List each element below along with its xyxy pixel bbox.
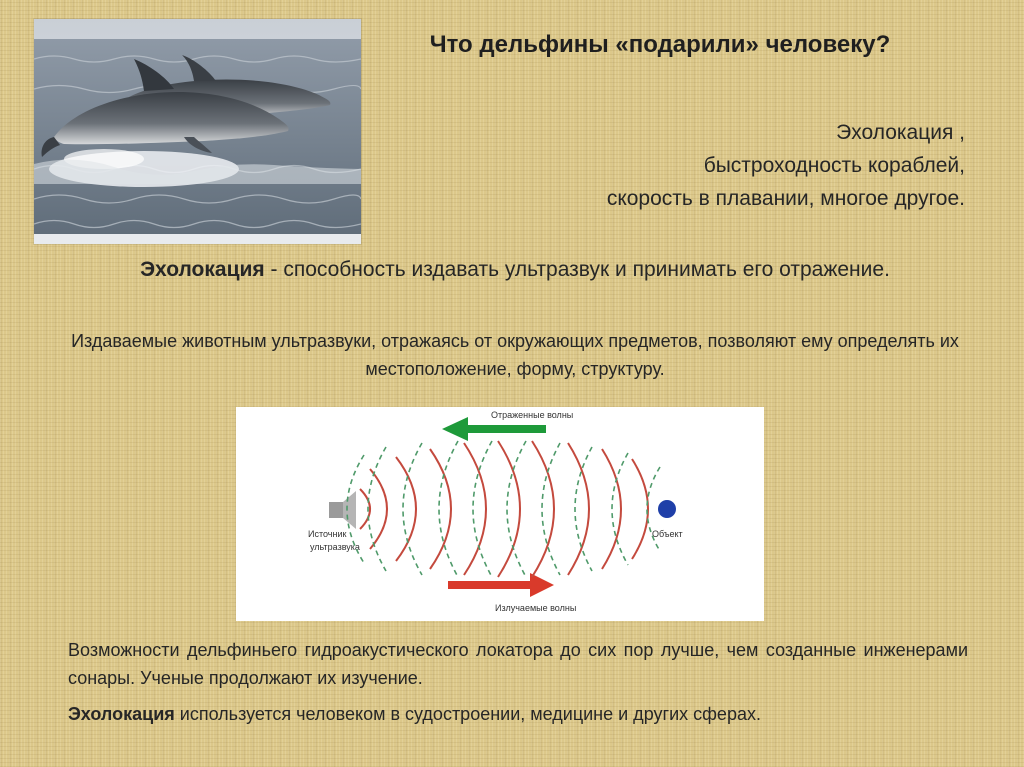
usage-term: Эхолокация — [68, 704, 175, 724]
echolocation-diagram-svg — [236, 407, 764, 621]
definition-text: - способность издавать ультразвук и принимать его отражение. — [264, 258, 890, 281]
echolocation-explanation: Издаваемые животным ультразвуки, отражаясь от окружающих предметов, позволяют ему определять их местоположение, форму, структуру. — [71, 331, 959, 379]
dolphin-illustration — [34, 19, 361, 244]
summary-line: скорость в плавании, многое другое. — [606, 187, 965, 210]
slide-title: Что дельфины «подарили» человеку? — [429, 31, 891, 58]
source-label-line2: ультразвука — [310, 542, 360, 552]
echolocation-definition — [60, 253, 970, 287]
emitted-waves-arrow — [448, 573, 554, 597]
summary-line: быстроходность кораблей, — [703, 154, 965, 177]
usage-text: используется человеком в судостроении, медицине и других сферах. — [174, 704, 761, 724]
emitted-wave-arcs — [360, 441, 648, 577]
object-icon — [658, 500, 676, 518]
object-label: Объект — [652, 529, 683, 539]
summary-list — [440, 116, 965, 215]
reflected-wave-arcs — [347, 441, 660, 577]
emitted-waves-label: Излучаемые волны — [495, 603, 577, 613]
usage-paragraph — [68, 700, 968, 728]
sonar-comparison-paragraph: Возможности дельфиньего гидроакустического локатора до сих пор лучше, чем созданные инженерами сонары. Ученые продолжают их изучение. — [68, 640, 968, 688]
source-label-line1: Источник — [308, 529, 347, 539]
echolocation-diagram — [236, 407, 764, 621]
definition-term: Эхолокация — [140, 258, 265, 281]
dolphin-photo — [34, 19, 361, 244]
summary-line: Эхолокация , — [836, 121, 965, 144]
reflected-waves-arrow — [442, 417, 546, 441]
reflected-waves-label: Отраженные волны — [491, 410, 574, 420]
ultrasound-source-icon — [329, 491, 356, 529]
